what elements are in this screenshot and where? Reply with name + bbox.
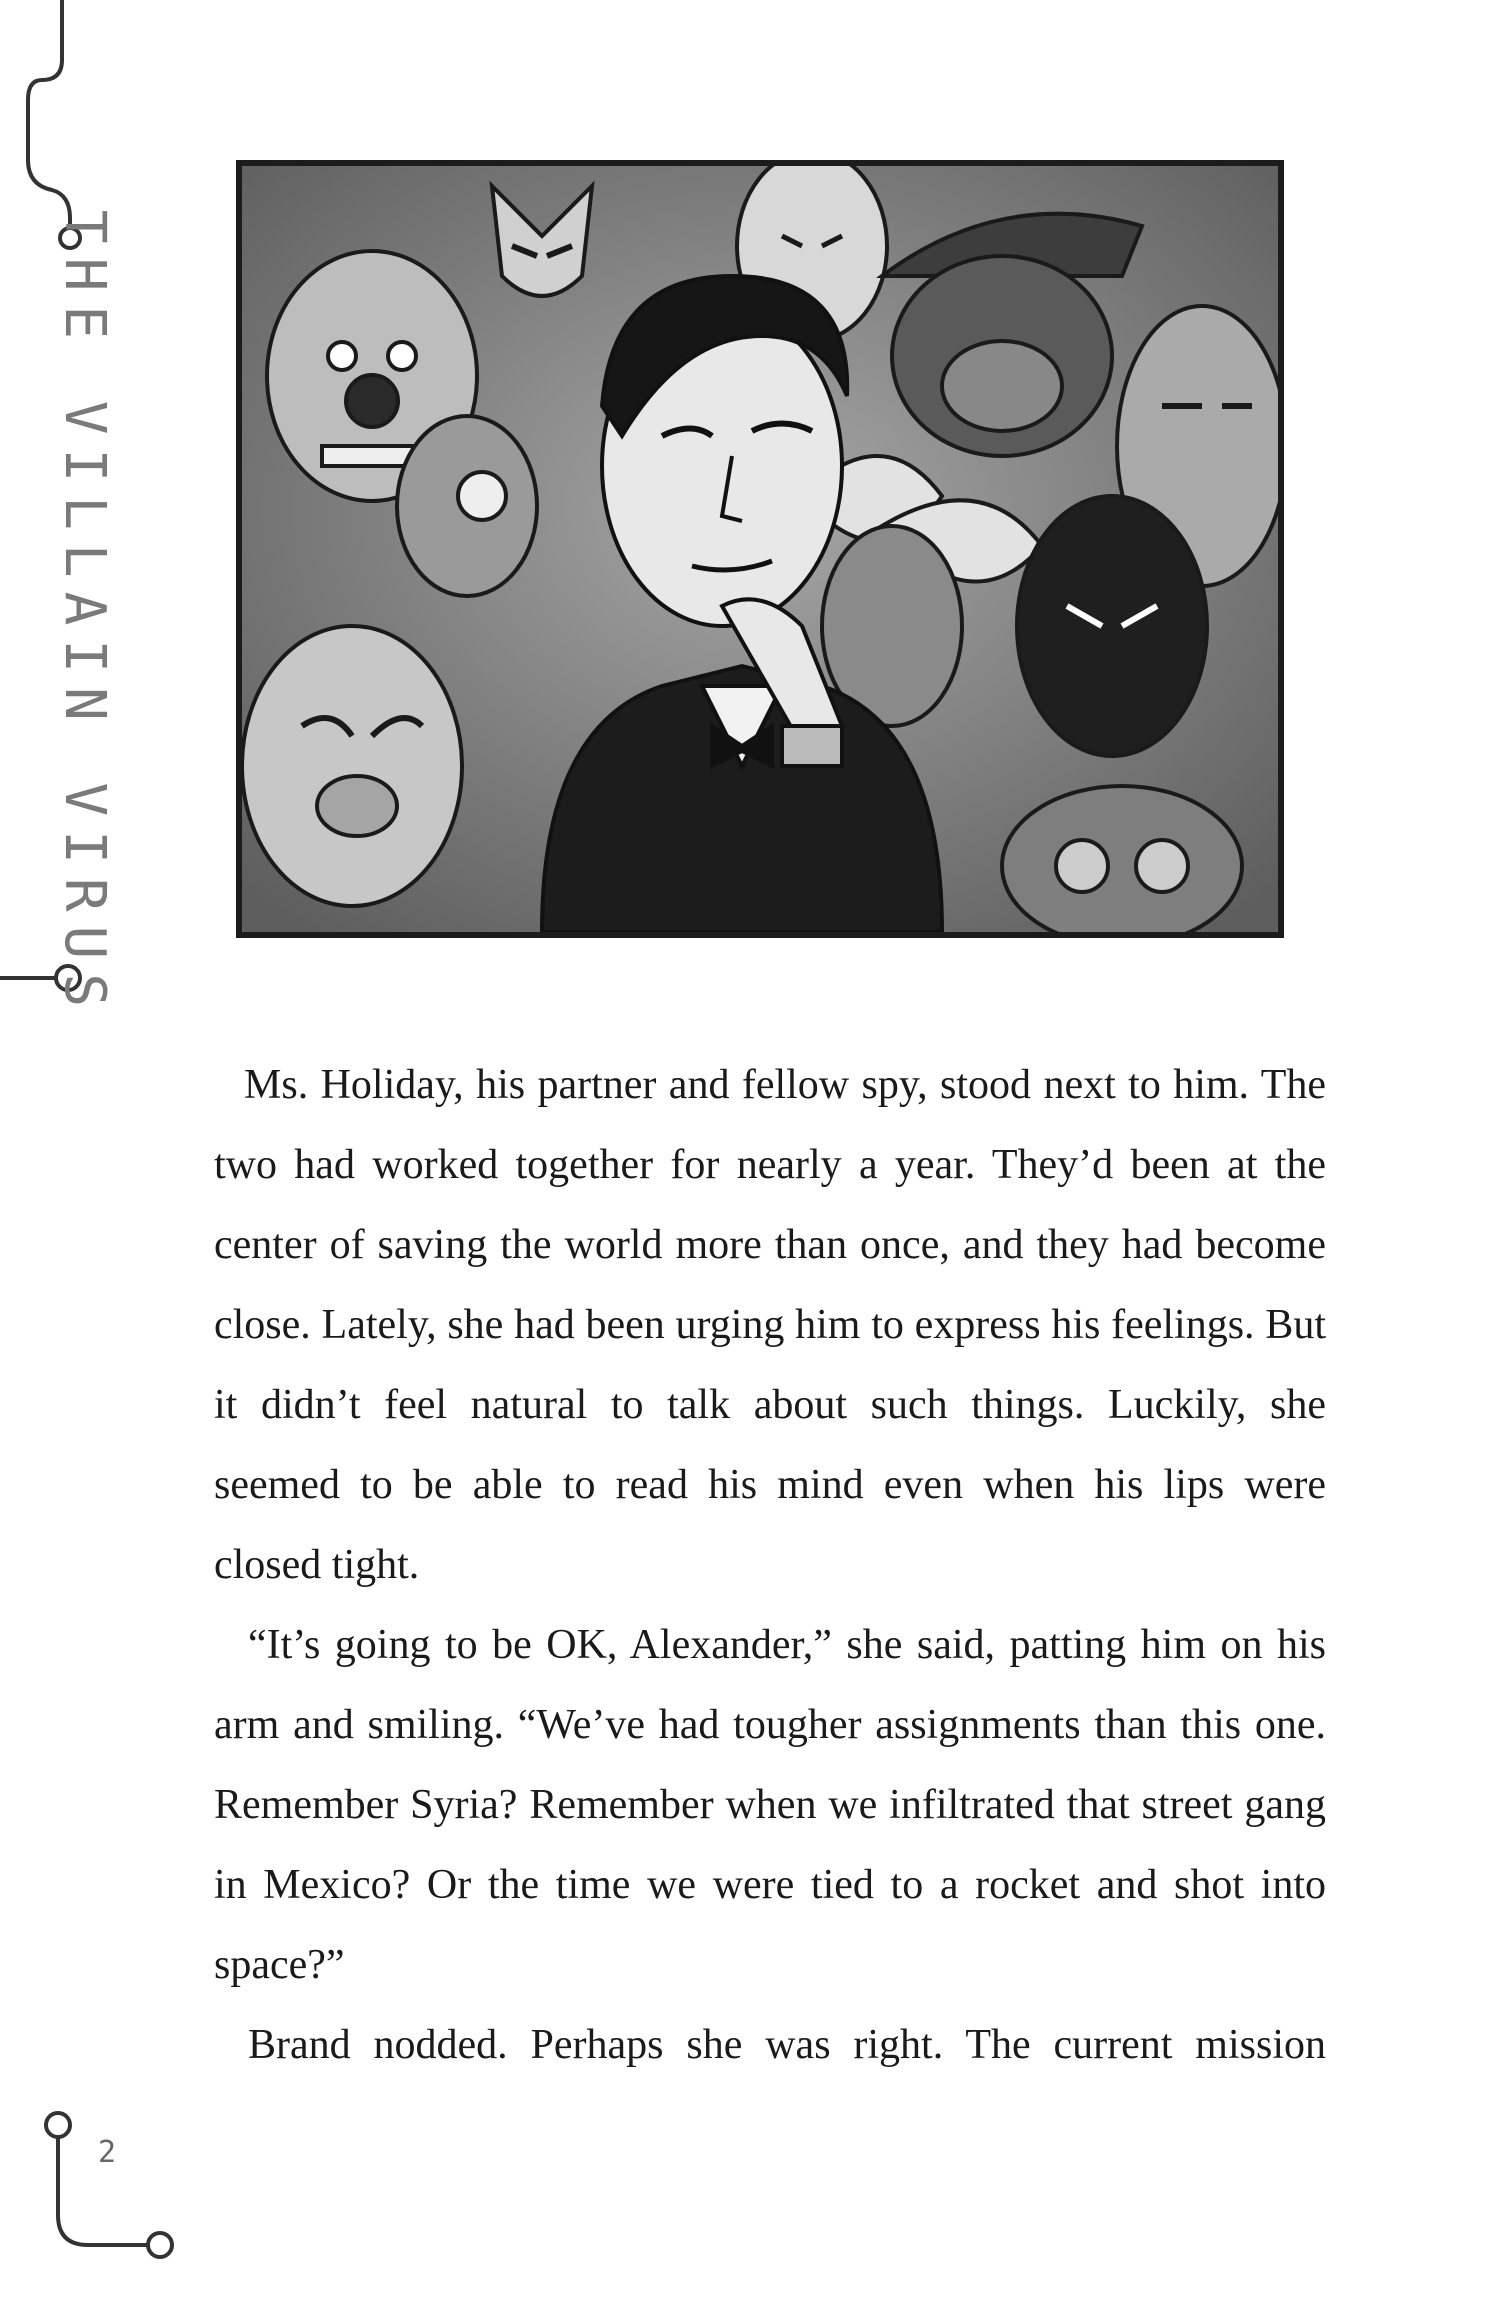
chapter-illustration [236, 160, 1284, 938]
body-text [214, 1045, 1326, 2085]
paragraph: “It’s going to be OK, Alexander,” she said, patting him on his arm and smiling. “We’ve had tougher assignments than this one. Remember Syria? Remember when we infiltrated that street gang in Mexico? Or the time we were tied to a rocket and shot into space?” [214, 1622, 1326, 1988]
running-head [30, 209, 140, 1021]
spy-figure-illustration [242, 166, 1278, 932]
page-number: 2 [98, 2135, 117, 2170]
running-head-text: THE VILLAIN VIRUS [52, 209, 118, 1021]
paragraph: Brand nodded. Perhaps she was right. The current mission [248, 2022, 1326, 2068]
paragraph: Ms. Holiday, his partner and fellow spy, stood next to him. The two had worked together for nearly a year. They’d been at the center of saving the world more than once, and they had become close. Lately, she had been urging him to express his feelings. But it didn’t feel natural to talk about such things. Luckily, she seemed to be able to read his mind even when his lips were closed tight. [214, 1062, 1326, 1588]
